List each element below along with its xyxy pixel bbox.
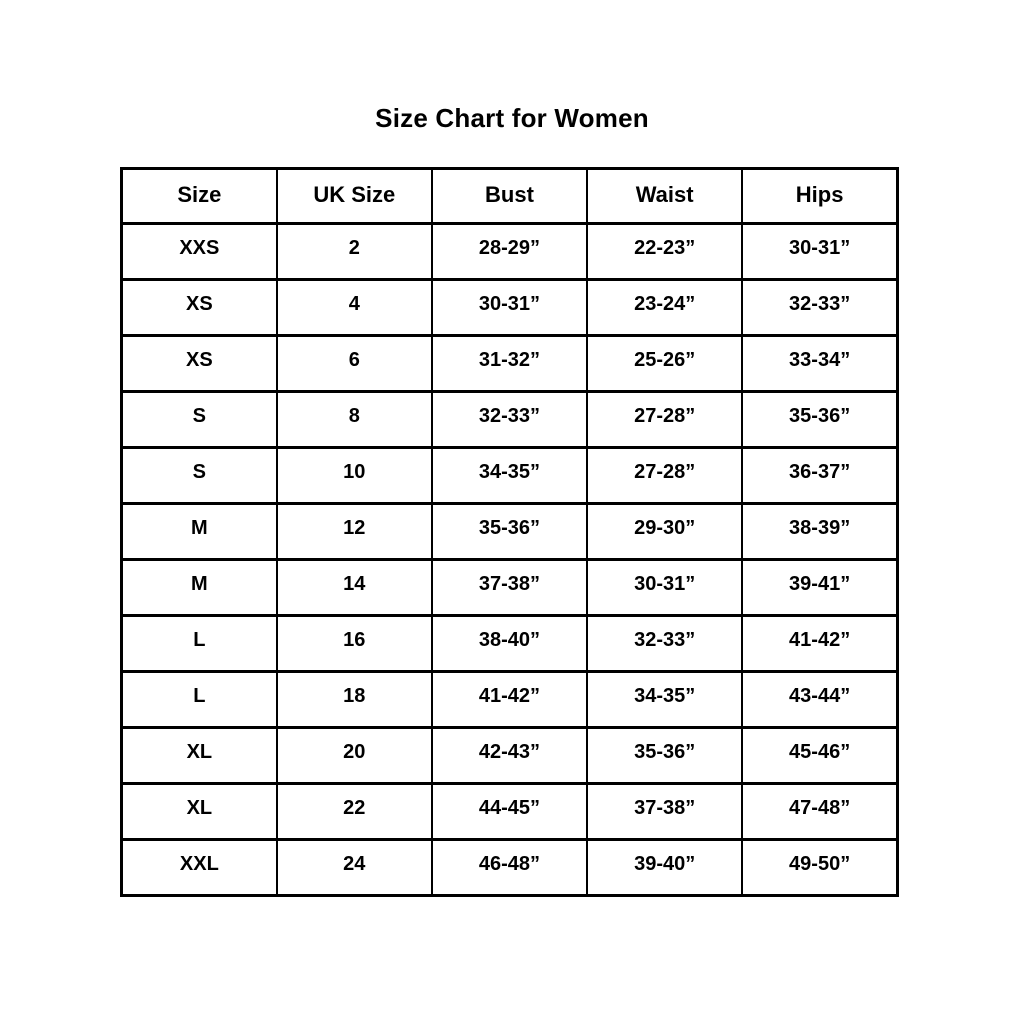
table-cell: 34-35” bbox=[587, 672, 742, 728]
table-cell: 20 bbox=[277, 728, 432, 784]
table-cell: 39-41” bbox=[742, 560, 897, 616]
column-header-bust: Bust bbox=[432, 169, 587, 224]
table-cell: 49-50” bbox=[742, 840, 897, 896]
table-cell: 36-37” bbox=[742, 448, 897, 504]
table-cell: 41-42” bbox=[742, 616, 897, 672]
table-header bbox=[122, 169, 898, 224]
table-cell: 30-31” bbox=[587, 560, 742, 616]
table-cell: 41-42” bbox=[432, 672, 587, 728]
size-chart-table bbox=[120, 167, 899, 897]
table-cell: 12 bbox=[277, 504, 432, 560]
table-cell: 2 bbox=[277, 224, 432, 280]
table-row bbox=[122, 504, 898, 560]
table-row bbox=[122, 560, 898, 616]
table-cell: 30-31” bbox=[432, 280, 587, 336]
table-cell: 23-24” bbox=[587, 280, 742, 336]
table-row bbox=[122, 616, 898, 672]
column-header-size: Size bbox=[122, 169, 277, 224]
table-cell: 4 bbox=[277, 280, 432, 336]
table-cell: 38-40” bbox=[432, 616, 587, 672]
column-header-uk-size: UK Size bbox=[277, 169, 432, 224]
table-row bbox=[122, 448, 898, 504]
table-cell: XL bbox=[122, 784, 277, 840]
table-cell: 33-34” bbox=[742, 336, 897, 392]
table-cell: 46-48” bbox=[432, 840, 587, 896]
table-cell: S bbox=[122, 448, 277, 504]
table-cell: M bbox=[122, 560, 277, 616]
table-cell: 37-38” bbox=[432, 560, 587, 616]
table-cell: 35-36” bbox=[742, 392, 897, 448]
table-cell: 32-33” bbox=[742, 280, 897, 336]
table-cell: 14 bbox=[277, 560, 432, 616]
table-cell: 32-33” bbox=[587, 616, 742, 672]
page-title: Size Chart for Women bbox=[375, 103, 649, 133]
table-row bbox=[122, 336, 898, 392]
table-cell: XXS bbox=[122, 224, 277, 280]
table-cell: 42-43” bbox=[432, 728, 587, 784]
table-cell: 22-23” bbox=[587, 224, 742, 280]
header-row bbox=[122, 169, 898, 224]
table-cell: 44-45” bbox=[432, 784, 587, 840]
table-cell: 25-26” bbox=[587, 336, 742, 392]
table-cell: 32-33” bbox=[432, 392, 587, 448]
table-cell: 35-36” bbox=[587, 728, 742, 784]
table-cell: 28-29” bbox=[432, 224, 587, 280]
table-row bbox=[122, 224, 898, 280]
table-row bbox=[122, 840, 898, 896]
table-cell: 22 bbox=[277, 784, 432, 840]
table-cell: 27-28” bbox=[587, 448, 742, 504]
table-cell: XS bbox=[122, 336, 277, 392]
table-cell: 34-35” bbox=[432, 448, 587, 504]
column-header-hips: Hips bbox=[742, 169, 897, 224]
table-cell: 10 bbox=[277, 448, 432, 504]
table-row bbox=[122, 672, 898, 728]
table-cell: L bbox=[122, 616, 277, 672]
table-cell: 24 bbox=[277, 840, 432, 896]
table-cell: 38-39” bbox=[742, 504, 897, 560]
table-cell: 6 bbox=[277, 336, 432, 392]
table-row bbox=[122, 784, 898, 840]
table-cell: 31-32” bbox=[432, 336, 587, 392]
table-cell: 35-36” bbox=[432, 504, 587, 560]
table-cell: 45-46” bbox=[742, 728, 897, 784]
table-cell: 47-48” bbox=[742, 784, 897, 840]
table-cell: 18 bbox=[277, 672, 432, 728]
table-row bbox=[122, 280, 898, 336]
table-cell: 39-40” bbox=[587, 840, 742, 896]
table-cell: 8 bbox=[277, 392, 432, 448]
table-cell: 30-31” bbox=[742, 224, 897, 280]
table-body bbox=[122, 224, 898, 896]
table-row bbox=[122, 392, 898, 448]
column-header-waist: Waist bbox=[587, 169, 742, 224]
table-cell: L bbox=[122, 672, 277, 728]
table-cell: 27-28” bbox=[587, 392, 742, 448]
table-cell: XXL bbox=[122, 840, 277, 896]
table-cell: S bbox=[122, 392, 277, 448]
table-cell: XL bbox=[122, 728, 277, 784]
table-cell: 37-38” bbox=[587, 784, 742, 840]
table-cell: 29-30” bbox=[587, 504, 742, 560]
table-cell: M bbox=[122, 504, 277, 560]
table-cell: XS bbox=[122, 280, 277, 336]
table-row bbox=[122, 728, 898, 784]
table-cell: 16 bbox=[277, 616, 432, 672]
table-cell: 43-44” bbox=[742, 672, 897, 728]
